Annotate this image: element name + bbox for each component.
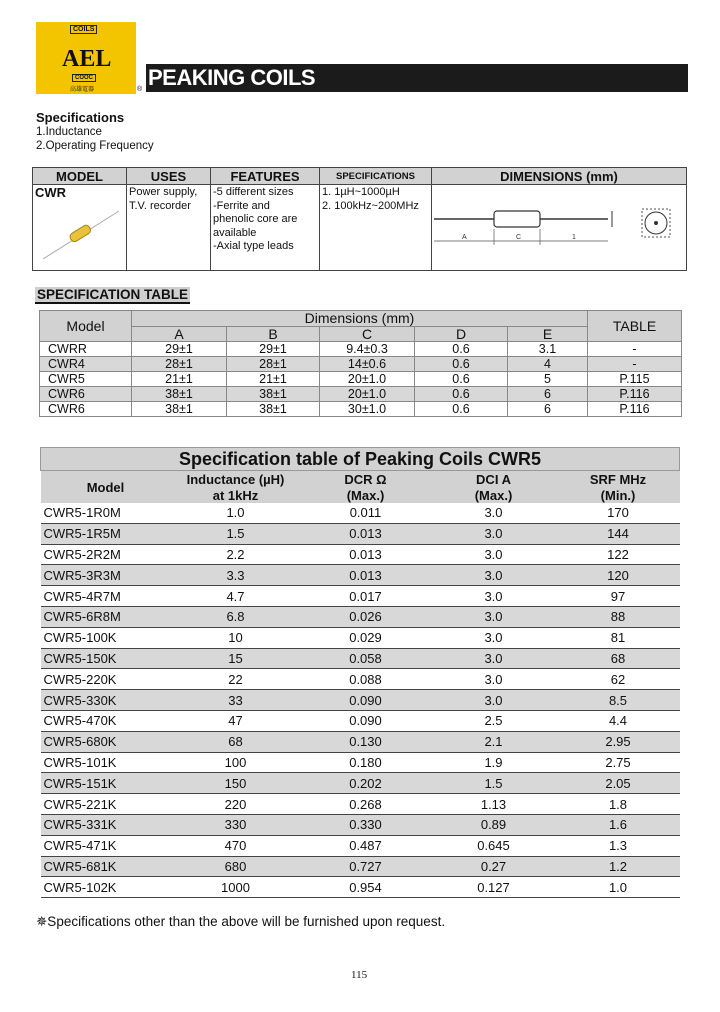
- cwr5-value-cell: 3.0: [431, 544, 557, 565]
- logo-emblem: [60, 44, 112, 70]
- spec-header-col: A: [132, 326, 227, 342]
- spec-value-cell: 0.6: [415, 372, 508, 387]
- cwr5-value-cell: 144: [557, 523, 680, 544]
- spec-header-col: E: [508, 326, 588, 342]
- spec-value-cell: 28±1: [227, 357, 320, 372]
- spec-value-cell: 3.1: [508, 342, 588, 357]
- cwr5-value-cell: 0.330: [301, 814, 431, 835]
- spec-value-cell: 4: [508, 357, 588, 372]
- cwr5-value-cell: 1.5: [171, 523, 301, 544]
- cwr5-value-cell: 0.487: [301, 835, 431, 856]
- spec-model-cell: CWR6: [40, 402, 132, 417]
- spec-value-cell: 0.6: [415, 402, 508, 417]
- cwr5-value-cell: 2.2: [171, 544, 301, 565]
- spec-header-model: Model: [40, 311, 132, 342]
- cwr5-value-cell: 1.0: [171, 503, 301, 523]
- spec-value-cell: 30±1.0: [320, 402, 415, 417]
- spec-value-cell: 21±1: [227, 372, 320, 387]
- cwr5-value-cell: 3.0: [431, 627, 557, 648]
- cwr5-table-row: [41, 710, 680, 731]
- cwr5-model-cell: CWR5-101K: [41, 752, 171, 773]
- spec-value-cell: 0.6: [415, 342, 508, 357]
- cwr5-model-cell: CWR5-221K: [41, 794, 171, 815]
- page-number: 115: [351, 969, 368, 981]
- spec-value-cell: 38±1: [132, 402, 227, 417]
- spec-value-cell: 9.4±0.3: [320, 342, 415, 357]
- feature-line: -Axial type leads: [213, 240, 294, 252]
- cwr5-value-cell: 0.127: [431, 877, 557, 898]
- cwr5-value-cell: 1.13: [431, 794, 557, 815]
- cwr5-value-cell: 3.0: [431, 648, 557, 669]
- cwr5-model-cell: CWR5-681K: [41, 856, 171, 877]
- cwr5-value-cell: 62: [557, 669, 680, 690]
- cwr5-table-row: [41, 731, 680, 752]
- spec-line: 2. 100kHz~200MHz: [322, 199, 419, 212]
- cwr5-value-cell: 47: [171, 710, 301, 731]
- specifications-cell: [320, 185, 432, 271]
- cwr5-value-cell: 0.727: [301, 856, 431, 877]
- cwr5-table-row: [41, 856, 680, 877]
- cwr5-value-cell: 220: [171, 794, 301, 815]
- dim-label-b: 1: [572, 234, 576, 241]
- header-features: FEATURES: [211, 168, 320, 185]
- spec-header-col: D: [415, 326, 508, 342]
- specifications-heading: Specifications: [36, 110, 125, 125]
- spec-value-cell: 0.6: [415, 387, 508, 402]
- cwr5-table-row: [41, 648, 680, 669]
- uses-cell: [127, 185, 211, 271]
- spec-value-cell: 38±1: [227, 387, 320, 402]
- cwr5-value-cell: 680: [171, 856, 301, 877]
- spec-table-label: SPECIFICATION TABLE: [37, 287, 188, 302]
- cwr5-value-cell: 122: [557, 544, 680, 565]
- cwr5-model-cell: CWR5-6R8M: [41, 606, 171, 627]
- cwr5-value-cell: 0.013: [301, 544, 431, 565]
- cwr5-model-cell: CWR5-1R0M: [41, 503, 171, 523]
- cwr5-model-cell: CWR5-470K: [41, 710, 171, 731]
- cwr5-model-cell: CWR5-220K: [41, 669, 171, 690]
- model-table: [32, 167, 687, 271]
- cwr5-value-cell: 0.029: [301, 627, 431, 648]
- spec-header-dimensions: Dimensions (mm): [132, 311, 588, 327]
- logo-text-top: COILS: [70, 25, 97, 34]
- company-logo: [36, 22, 136, 94]
- cwr5-value-cell: 0.013: [301, 565, 431, 586]
- cwr5-value-cell: 68: [557, 648, 680, 669]
- spec-model-cell: CWR4: [40, 357, 132, 372]
- cwr5-value-cell: 88: [557, 606, 680, 627]
- svg-text:AEL: AEL: [62, 46, 112, 70]
- cwr5-model-cell: CWR5-3R3M: [41, 565, 171, 586]
- cwr5-value-cell: 470: [171, 835, 301, 856]
- feature-line: phenolic core are: [213, 213, 298, 225]
- cwr5-table-row: [41, 523, 680, 544]
- cwr5-value-cell: 0.130: [301, 731, 431, 752]
- spec-value-cell: 0.6: [415, 357, 508, 372]
- cwr5-header-srf-sub: (Min.): [557, 487, 680, 503]
- cwr5-table-row: [41, 669, 680, 690]
- cwr5-value-cell: 10: [171, 627, 301, 648]
- cwr5-value-cell: 2.95: [557, 731, 680, 752]
- cwr5-value-cell: 330: [171, 814, 301, 835]
- spec-model-cell: CWR5: [40, 372, 132, 387]
- cwr5-value-cell: 100: [171, 752, 301, 773]
- cwr5-value-cell: 1000: [171, 877, 301, 898]
- cwr5-value-cell: 81: [557, 627, 680, 648]
- cwr5-value-cell: 170: [557, 503, 680, 523]
- cwr5-value-cell: 3.3: [171, 565, 301, 586]
- cwr5-table-row: [41, 877, 680, 898]
- cwr5-value-cell: 0.090: [301, 710, 431, 731]
- cwr5-value-cell: 0.013: [301, 523, 431, 544]
- cwr5-value-cell: 2.75: [557, 752, 680, 773]
- cwr5-model-cell: CWR5-2R2M: [41, 544, 171, 565]
- footnote: ✵Specifications other than the above will be furnished upon request.: [36, 914, 446, 929]
- spec-value-cell: 29±1: [227, 342, 320, 357]
- cwr5-value-cell: 0.268: [301, 794, 431, 815]
- cwr5-value-cell: 0.026: [301, 606, 431, 627]
- cwr5-value-cell: 0.954: [301, 877, 431, 898]
- cwr5-value-cell: 0.058: [301, 648, 431, 669]
- header-uses: USES: [127, 168, 211, 185]
- spec-header-col: B: [227, 326, 320, 342]
- cwr5-table: [40, 447, 680, 898]
- dimension-drawing: [432, 185, 684, 265]
- dim-label-c: C: [516, 234, 522, 241]
- spec-item: 1.Inductance: [36, 126, 102, 138]
- dim-label-a: A: [462, 234, 467, 241]
- spec-value-cell: -: [588, 357, 682, 372]
- cwr5-value-cell: 8.5: [557, 690, 680, 711]
- cwr5-table-row: [41, 503, 680, 523]
- cwr5-header-model: Model: [41, 471, 171, 504]
- cwr5-value-cell: 0.645: [431, 835, 557, 856]
- cwr5-value-cell: 97: [557, 586, 680, 607]
- uses-line: Power supply,: [129, 186, 198, 198]
- coil-photo: [39, 207, 123, 263]
- spec-value-cell: 20±1.0: [320, 372, 415, 387]
- cwr5-value-cell: 1.5: [431, 773, 557, 794]
- cwr5-model-cell: CWR5-330K: [41, 690, 171, 711]
- dimensions-drawing-cell: [432, 185, 687, 271]
- cwr5-value-cell: 4.7: [171, 586, 301, 607]
- cwr5-value-cell: 1.8: [557, 794, 680, 815]
- spec-item: 2.Operating Frequency: [36, 140, 154, 152]
- spec-value-cell: 38±1: [227, 402, 320, 417]
- spec-header-table: TABLE: [588, 311, 682, 342]
- cwr5-model-cell: CWR5-102K: [41, 877, 171, 898]
- cwr5-header-dci: DCI A: [431, 471, 557, 488]
- spec-value-cell: 6: [508, 387, 588, 402]
- cwr5-header-dcr-sub: (Max.): [301, 487, 431, 503]
- cwr5-value-cell: 2.1: [431, 731, 557, 752]
- spec-line: 1. 1µH~1000µH: [322, 186, 400, 198]
- cwr5-model-cell: CWR5-150K: [41, 648, 171, 669]
- cwr5-value-cell: 22: [171, 669, 301, 690]
- cwr5-model-cell: CWR5-4R7M: [41, 586, 171, 607]
- cwr5-header-inductance: Inductance (µH): [171, 471, 301, 488]
- cwr5-value-cell: 15: [171, 648, 301, 669]
- logo-text-cn: 高雄電器: [70, 87, 95, 93]
- model-name: CWR: [35, 185, 67, 200]
- cwr5-value-cell: 3.0: [431, 586, 557, 607]
- cwr5-value-cell: 1.2: [557, 856, 680, 877]
- cwr5-table-row: [41, 627, 680, 648]
- page-title: PEAKING COILS: [146, 64, 688, 92]
- cwr5-model-cell: CWR5-680K: [41, 731, 171, 752]
- cwr5-header-srf: SRF MHz: [557, 471, 680, 488]
- spec-value-cell: 6: [508, 402, 588, 417]
- cwr5-model-cell: CWR5-331K: [41, 814, 171, 835]
- cwr5-header-dci-sub: (Max.): [431, 487, 557, 503]
- cwr5-value-cell: 1.0: [557, 877, 680, 898]
- cwr5-value-cell: 3.0: [431, 565, 557, 586]
- spec-model-cell: CWR6: [40, 387, 132, 402]
- cwr5-table-row: [41, 565, 680, 586]
- cwr5-value-cell: 0.202: [301, 773, 431, 794]
- cwr5-value-cell: 3.0: [431, 669, 557, 690]
- cwr5-value-cell: 2.05: [557, 773, 680, 794]
- cwr5-value-cell: 3.0: [431, 503, 557, 523]
- logo-text-bottom: COOC: [72, 74, 96, 82]
- feature-line: -5 different sizes: [213, 186, 294, 198]
- spec-value-cell: 20±1.0: [320, 387, 415, 402]
- cwr5-value-cell: 3.0: [431, 690, 557, 711]
- spec-value-cell: 29±1: [132, 342, 227, 357]
- cwr5-table-row: [41, 690, 680, 711]
- spec-value-cell: 5: [508, 372, 588, 387]
- spec-table-row: [40, 387, 682, 402]
- cwr5-table-row: [41, 794, 680, 815]
- spec-header-col: C: [320, 326, 415, 342]
- feature-line: available: [213, 226, 257, 239]
- cwr5-value-cell: 3.0: [431, 523, 557, 544]
- cwr5-model-cell: CWR5-471K: [41, 835, 171, 856]
- cwr5-table-row: [41, 586, 680, 607]
- cwr5-table-row: [41, 544, 680, 565]
- cwr5-table-row: [41, 773, 680, 794]
- spec-table: [39, 310, 682, 417]
- spec-value-cell: P.116: [588, 387, 682, 402]
- cwr5-model-cell: CWR5-151K: [41, 773, 171, 794]
- cwr5-value-cell: 0.088: [301, 669, 431, 690]
- cwr5-value-cell: 6.8: [171, 606, 301, 627]
- spec-table-row: [40, 372, 682, 387]
- header-specifications: SPECIFICATIONS: [320, 168, 432, 185]
- cwr5-table-row: [41, 814, 680, 835]
- features-cell: [211, 185, 320, 271]
- spec-model-cell: CWRR: [40, 342, 132, 357]
- spec-value-cell: -: [588, 342, 682, 357]
- header-model: MODEL: [33, 168, 127, 185]
- cwr5-model-cell: CWR5-1R5M: [41, 523, 171, 544]
- cwr5-model-cell: CWR5-100K: [41, 627, 171, 648]
- cwr5-value-cell: 1.6: [557, 814, 680, 835]
- spec-value-cell: 21±1: [132, 372, 227, 387]
- spec-value-cell: 28±1: [132, 357, 227, 372]
- cwr5-value-cell: 0.090: [301, 690, 431, 711]
- cwr5-value-cell: 2.5: [431, 710, 557, 731]
- cwr5-value-cell: 150: [171, 773, 301, 794]
- cwr5-value-cell: 3.0: [431, 606, 557, 627]
- cwr5-value-cell: 0.89: [431, 814, 557, 835]
- header-dimensions: DIMENSIONS (mm): [432, 168, 687, 185]
- spec-table-row: [40, 342, 682, 357]
- cwr5-header-dcr: DCR Ω: [301, 471, 431, 488]
- cwr5-table-row: [41, 835, 680, 856]
- spec-value-cell: 38±1: [132, 387, 227, 402]
- feature-line: -Ferrite and: [213, 199, 270, 212]
- cwr5-value-cell: 0.27: [431, 856, 557, 877]
- spec-table-row: [40, 402, 682, 417]
- registered-mark: ®: [137, 86, 143, 93]
- spec-value-cell: P.115: [588, 372, 682, 387]
- model-cell: [33, 185, 127, 271]
- cwr5-value-cell: 0.011: [301, 503, 431, 523]
- spec-table-row: [40, 357, 682, 372]
- cwr5-value-cell: 0.017: [301, 586, 431, 607]
- cwr5-value-cell: 4.4: [557, 710, 680, 731]
- cwr5-value-cell: 1.9: [431, 752, 557, 773]
- spec-value-cell: P.116: [588, 402, 682, 417]
- cwr5-header-inductance-sub: at 1kHz: [171, 487, 301, 503]
- cwr5-table-row: [41, 606, 680, 627]
- cwr5-value-cell: 68: [171, 731, 301, 752]
- cwr5-value-cell: 1.3: [557, 835, 680, 856]
- cwr5-value-cell: 0.180: [301, 752, 431, 773]
- spec-value-cell: 14±0.6: [320, 357, 415, 372]
- cwr5-table-row: [41, 752, 680, 773]
- cwr5-title: Specification table of Peaking Coils CWR5: [41, 448, 680, 471]
- cwr5-value-cell: 33: [171, 690, 301, 711]
- cwr5-value-cell: 120: [557, 565, 680, 586]
- uses-line: T.V. recorder: [129, 199, 191, 212]
